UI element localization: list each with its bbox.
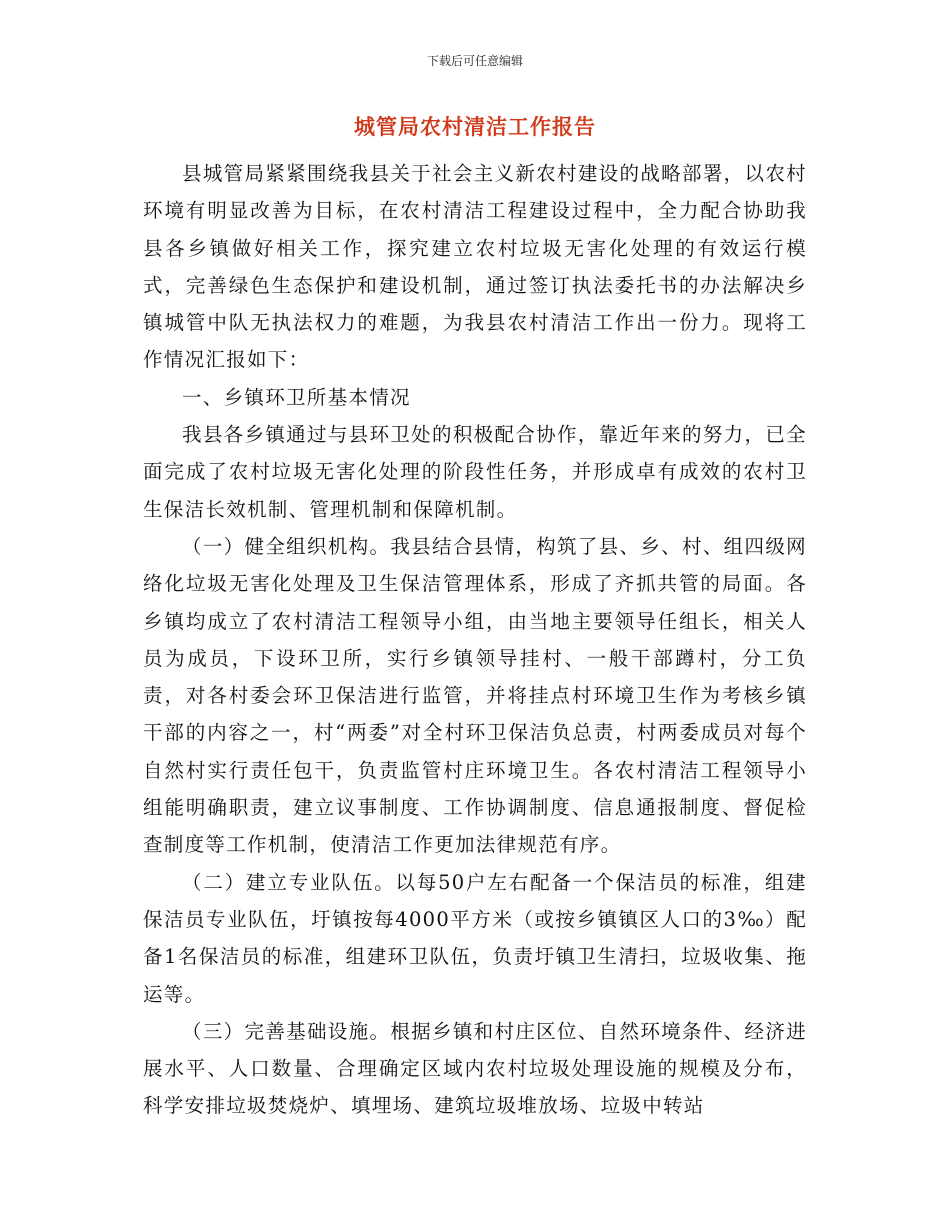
paragraph-intro: 县城管局紧紧围绕我县关于社会主义新农村建设的战略部署，以农村环境有明显改善为目标，在农村清洁工程建设过程中，全力配合协助我县各乡镇做好相关工作，探究建立农村垃圾无害化处理的有效运行模式，完善绿色生态保护和建设机制，通过签订执法委托书的办法解决乡镇城管中队无执法权力的难题，为我县农村清洁工作出一份力。现将工作情况汇报如下： bbox=[143, 162, 807, 372]
paragraph-team: （二）建立专业队伍。以每50户左右配备一个保洁员的标准，组建保洁员专业队伍，圩镇按每4000平方米（或按乡镇镇区人口的3‰）配备1名保洁员的标准，组建环卫队伍，负责圩镇卫生清扫，垃圾收集、拖运等。 bbox=[143, 870, 807, 1006]
paragraph-organization: （一）健全组织机构。我县结合县情，构筑了县、乡、村、组四级网络化垃圾无害化处理及卫生保洁管理体系，形成了齐抓共管的局面。各乡镇均成立了农村清洁工程领导小组，由当地主要领导任组长，相关人员为成员，下设环卫所，实行乡镇领导挂村、一般干部蹲村，分工负责，对各村委会环卫保洁进行监管，并将挂点村环境卫生作为考核乡镇干部的内容之一，村“两委”对全村环卫保洁负总责，村两委成员对每个自然村实行责任包干，负责监管村庄环境卫生。各农村清洁工程领导小组能明确职责，建立议事制度、工作协调制度、信息通报制度、督促检查制度等工作机制，使清洁工作更加法律规范有序。 bbox=[143, 534, 807, 857]
paragraph-infrastructure: （三）完善基础设施。根据乡镇和村庄区位、自然环境条件、经济进展水平、人口数量、合理确定区域内农村垃圾处理设施的规模及分布，科学安排垃圾焚烧炉、填埋场、建筑垃圾堆放场、垃圾中转站 bbox=[143, 1019, 807, 1118]
section-heading-1: 一、乡镇环卫所基本情况 bbox=[182, 385, 411, 409]
paragraph-overview: 我县各乡镇通过与县环卫处的积极配合协作，靠近年来的努力，已全面完成了农村垃圾无害化处理的阶段性任务，并形成卓有成效的农村卫生保洁长效机制、管理机制和保障机制。 bbox=[143, 423, 807, 521]
document-body bbox=[143, 155, 807, 1125]
document-title: 城管局农村清洁工作报告 bbox=[354, 114, 596, 139]
page-header: 下载后可任意编辑 bbox=[426, 54, 523, 68]
